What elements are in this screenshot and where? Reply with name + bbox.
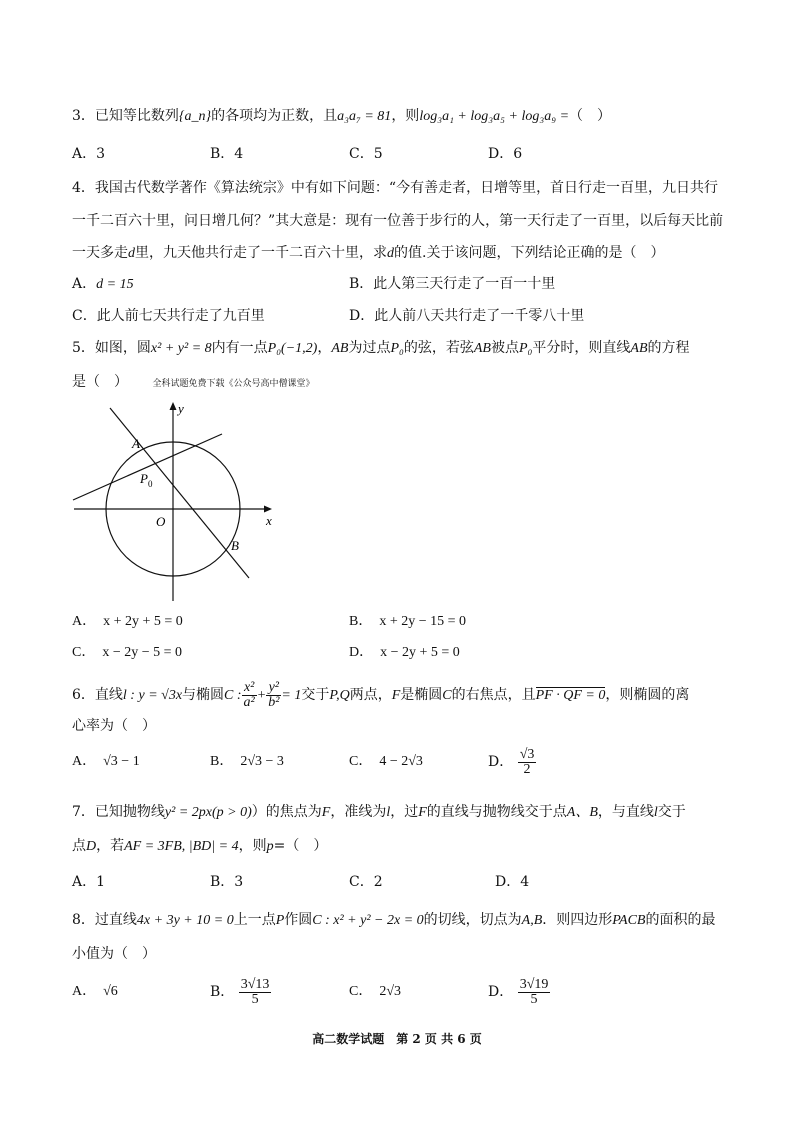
- q7-text-f: ，与直线: [597, 804, 654, 820]
- q7-line1: [72, 802, 686, 823]
- fig-chord-ab: [110, 408, 249, 578]
- fig-y-arrow: [170, 402, 177, 410]
- q5-circle: x² + y² = 8: [150, 341, 212, 356]
- q7-f: F: [321, 805, 331, 820]
- q5-ab3: AB: [630, 341, 648, 356]
- page-footer: 高二数学试题 第 2 页 共 6 页: [312, 1032, 482, 1046]
- q3-expression: log₃a₁ + log₃a₅ + log₃a₉ =: [419, 109, 570, 124]
- q7-ab: A、B: [566, 805, 598, 820]
- q8-text-e: ．则四边形: [542, 912, 613, 928]
- q6-frac-y: [266, 681, 281, 710]
- q5-text-e: 的弦，若弦: [403, 340, 474, 356]
- q3-option-a: A．3: [72, 146, 106, 162]
- q7-text-line2-a: 点: [72, 838, 86, 854]
- fig-x-arrow: [264, 506, 272, 513]
- q5-option-d: D． x − 2y + 5 = 0: [349, 645, 460, 660]
- q4-option-a: [72, 274, 134, 295]
- q7-condition: AF = 3FB, |BD| = 4: [124, 839, 239, 854]
- q6-eq: = 1: [281, 688, 302, 703]
- q6-text-f: 的右焦点，且: [451, 687, 536, 703]
- q3-option-d: D．6: [488, 146, 523, 162]
- q7-text-a: 7．已知抛物线: [72, 804, 165, 820]
- q6-text-e: 是椭圆: [400, 687, 443, 703]
- q6-ellipse-c: C :: [224, 688, 242, 703]
- q7-option-b: B．3: [210, 874, 244, 890]
- q6-line-l: l : y = √3x: [122, 688, 183, 703]
- q8-text-c: 作圆: [284, 912, 313, 928]
- q7-d: D: [86, 839, 97, 854]
- q6-option-d-frac: [518, 748, 537, 777]
- q5-text-c: ，: [317, 340, 332, 356]
- q6-option-d-den: 2: [523, 761, 531, 777]
- q4-var-d: d: [128, 246, 135, 261]
- q5-text-f: 被点: [490, 340, 519, 356]
- q6-f: F: [391, 688, 401, 703]
- fig-label-b: B: [231, 538, 239, 553]
- q6-option-d-num: √3: [519, 746, 535, 762]
- q3-option-b: B．4: [210, 146, 244, 162]
- q6-frac-y-num: y²: [266, 681, 281, 696]
- q7-line2: [72, 836, 327, 857]
- q4-option-a-label: A．: [72, 276, 97, 292]
- q6-vector-product: PF · QF = 0: [535, 688, 606, 703]
- q6-line1: [72, 680, 689, 711]
- q5-text-d: 为过点: [348, 340, 391, 356]
- q5-text-line2: 是（ ）: [72, 374, 128, 390]
- q8-option-d-frac: [518, 978, 551, 1007]
- q7-option-d: D．4: [495, 874, 530, 890]
- q6-frac-y-den: b²: [268, 694, 280, 710]
- q8-option-d-num: 3√19: [519, 976, 549, 992]
- q8-option-c: C． 2√3: [349, 984, 402, 999]
- q3-condition: a₃a₇ = 81: [337, 109, 392, 124]
- q8-text-d: 的切线，切点为: [423, 912, 522, 928]
- q5-point: P₀(−1,2): [267, 341, 318, 356]
- q8-text-b: 上一点: [233, 912, 276, 928]
- q8-pacb: PACB: [612, 913, 646, 928]
- q3-stem: [72, 106, 611, 127]
- q8-text-a: 8．过直线: [72, 912, 137, 928]
- q6-pq: P,Q: [329, 688, 350, 703]
- q6-text-g: ，则椭圆的离: [605, 687, 690, 703]
- q7-option-a: A．1: [72, 874, 106, 890]
- q5-text-b: 内有一点: [211, 340, 268, 356]
- q7-option-c: C．2: [349, 874, 383, 890]
- q4-line2: 一千二百六十里，问日增几何？”其大意是：现有一位善于步行的人，第一天行走了一百里，以后每天比前: [72, 213, 724, 229]
- q5-text-g: 平分时，则直线: [532, 340, 631, 356]
- q8-option-b-num: 3√13: [240, 976, 270, 992]
- q8-p: P: [275, 913, 285, 928]
- q8-option-d-den: 5: [530, 991, 538, 1007]
- fig-line-2: [73, 434, 222, 500]
- q5-ab: AB: [331, 341, 349, 356]
- q5-p0b: P₀: [518, 341, 533, 356]
- q5-line1: [72, 338, 690, 359]
- q4-option-d: D．此人前八天共行走了一千零八十里: [349, 308, 585, 324]
- q6-frac-x-den: a²: [243, 694, 255, 710]
- q7-f2: F: [418, 805, 427, 820]
- q5-figure: [66, 396, 286, 606]
- q6-text-d: 两点，: [349, 687, 392, 703]
- q4-line1: 4．我国古代数学著作《算法统宗》中有如下问题：“今有善走者，日增等里，首日行走一百里，九日共行: [72, 180, 719, 196]
- q3-option-c: C．5: [349, 146, 383, 162]
- q6-frac-x: [242, 681, 257, 710]
- q7-text-line2-c: ，则: [238, 838, 267, 854]
- q7-text-d: ，过: [390, 804, 419, 820]
- q7-text-line2-d: =（ ）: [273, 838, 328, 854]
- q6-frac-x-num: x²: [242, 681, 257, 696]
- q6-line2: 心率为（ ）: [72, 718, 156, 734]
- q5-option-b: B． x + 2y − 15 = 0: [349, 614, 467, 629]
- q5-line2: [72, 372, 314, 394]
- q8-option-a: A． √6: [72, 984, 118, 999]
- q6-option-c: C． 4 − 2√3: [349, 754, 423, 769]
- q6-text-c: 交于: [301, 687, 330, 703]
- q6-text-b: 与椭圆: [182, 687, 225, 703]
- q6-option-d-label: D．: [488, 754, 514, 770]
- q7-p: p: [266, 839, 274, 854]
- q4-option-c: C．此人前七天共行走了九百里: [72, 308, 265, 324]
- q8-option-b-label: B．: [210, 984, 235, 1000]
- q4-option-a-expr: d = 15: [96, 277, 134, 292]
- q8-option-d-label: D．: [488, 984, 514, 1000]
- q4-var-d2: d: [387, 246, 394, 261]
- q5-ab2: AB: [473, 341, 491, 356]
- q7-text-line2-b: ，若: [96, 838, 125, 854]
- q7-parabola: y² = 2px(p > 0): [164, 805, 252, 820]
- q5-option-a: A． x + 2y + 5 = 0: [72, 614, 183, 629]
- q3-text-c: ，则: [391, 108, 420, 124]
- fig-label-o: O: [156, 514, 166, 529]
- q8-option-b-frac: [239, 978, 272, 1007]
- q5-text-h: 的方程: [647, 340, 690, 356]
- q7-text-g: 交于: [657, 804, 686, 820]
- q8-ab: A,B: [521, 913, 543, 928]
- q8-line1: [72, 910, 715, 931]
- q5-text-a: 5．如图，圆: [72, 340, 151, 356]
- q5-watermark-note: 全科试题免费下载《公众号高中僧课堂》: [152, 379, 315, 389]
- fig-label-a: A: [132, 436, 140, 451]
- q7-text-e: 的直线与抛物线交于点: [426, 804, 567, 820]
- q4-option-b: B．此人第三天行走了一百一十里: [349, 276, 556, 292]
- q7-l2: l: [653, 805, 658, 820]
- q8-option-b-den: 5: [251, 991, 259, 1007]
- q6-plus: +: [256, 688, 267, 703]
- q6-option-b: B． 2√3 − 3: [210, 754, 284, 769]
- q5-option-c: C． x − 2y − 5 = 0: [72, 645, 183, 660]
- q7-l: l: [386, 805, 391, 820]
- q3-sequence: {a_n}: [178, 109, 212, 124]
- q6-option-d: [488, 742, 536, 782]
- q5-p0: P₀: [390, 341, 404, 356]
- q3-text-b: 的各项均为正数，且: [211, 108, 338, 124]
- q3-blank: （ ）: [569, 108, 612, 124]
- fig-label-p0-sub: 0: [148, 479, 153, 489]
- q4-text-a: 一天多走: [72, 245, 128, 261]
- fig-label-p0: P: [140, 471, 148, 486]
- q8-circle: C : x² + y² − 2x = 0: [312, 913, 424, 928]
- q4-text-b: 里，九天他共行走了一千二百六十里，求: [135, 245, 387, 261]
- q8-line: 4x + 3y + 10 = 0: [136, 913, 234, 928]
- q6-text-a: 6．直线: [72, 687, 123, 703]
- q6-c: C: [442, 688, 452, 703]
- q4-line3: [72, 243, 664, 264]
- q8-line2: 小值为（ ）: [72, 946, 156, 962]
- q8-option-b: [210, 972, 271, 1012]
- fig-label-y: y: [178, 401, 184, 416]
- q7-text-c: ，准线为: [330, 804, 387, 820]
- q8-text-f: 的面积的最: [645, 912, 716, 928]
- fig-label-x: x: [266, 513, 272, 528]
- q8-option-d: [488, 972, 550, 1012]
- q3-text-a: 3．已知等比数列: [72, 108, 179, 124]
- q4-text-c: 的值.关于该问题，下列结论正确的是（ ）: [394, 245, 665, 261]
- q7-text-b: ）的焦点为: [251, 804, 322, 820]
- q6-option-a: A． √3 − 1: [72, 754, 140, 769]
